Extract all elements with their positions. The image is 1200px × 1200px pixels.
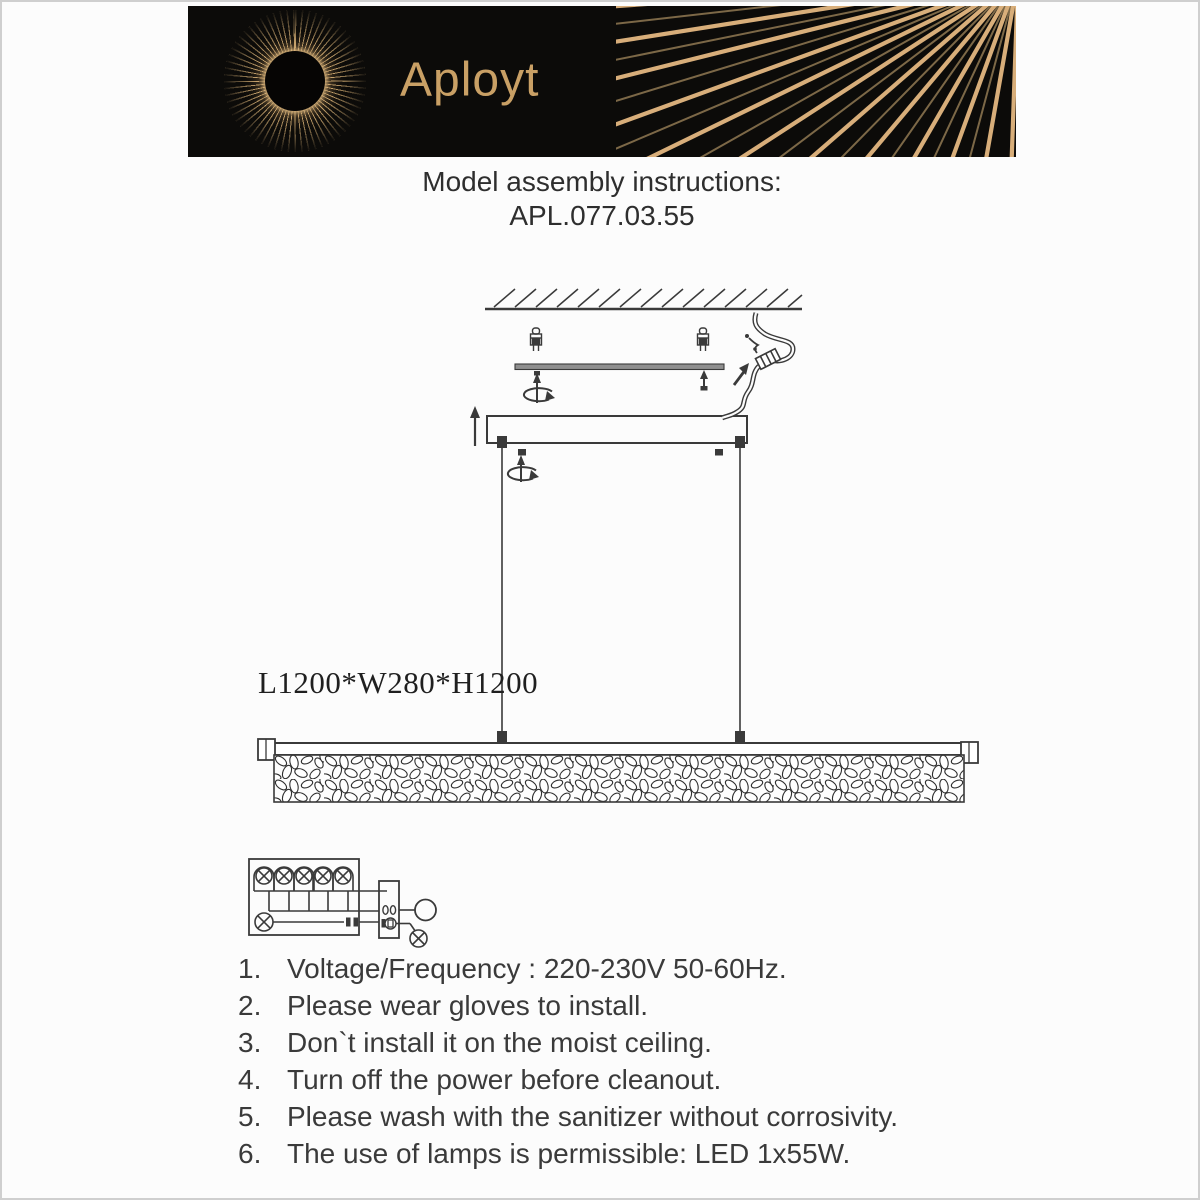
item-number: 5. bbox=[238, 1101, 262, 1132]
item-number: 2. bbox=[238, 990, 262, 1021]
item-text: Please wear gloves to install. bbox=[287, 990, 649, 1021]
cable-gripper bbox=[497, 731, 507, 743]
item-number: 6. bbox=[238, 1138, 262, 1169]
list-item bbox=[238, 1061, 998, 1098]
list-item bbox=[238, 987, 998, 1024]
dimension-label: L1200*W280*H1200 bbox=[258, 665, 539, 700]
rotate-icon bbox=[524, 388, 555, 401]
lamp-symbol bbox=[294, 867, 314, 891]
cable-gripper bbox=[497, 436, 507, 448]
lamp-symbol bbox=[274, 867, 294, 891]
item-number: 1. bbox=[238, 953, 262, 984]
instruction-list bbox=[238, 950, 998, 1172]
page-title: Model assembly instructions: bbox=[422, 166, 782, 197]
list-item bbox=[238, 1024, 998, 1061]
assembly-diagram bbox=[232, 272, 1012, 832]
item-text: The use of lamps is permissible: LED 1x55W. bbox=[287, 1138, 851, 1169]
item-text: Please wash with the sanitizer without corrosivity. bbox=[287, 1101, 899, 1132]
cable-gripper bbox=[735, 731, 745, 743]
lamp-symbol bbox=[255, 913, 273, 931]
screw-icon bbox=[533, 371, 541, 403]
screw-head bbox=[518, 449, 526, 456]
driver-box bbox=[379, 881, 399, 938]
mounting-bracket bbox=[515, 364, 724, 370]
loop-symbol bbox=[415, 900, 436, 921]
model-number: APL.077.03.55 bbox=[509, 200, 695, 231]
wiring-lines bbox=[254, 891, 387, 911]
terminal bbox=[354, 918, 359, 927]
lamp-symbol bbox=[254, 867, 274, 891]
item-text: Voltage/Frequency : 220-230V 50-60Hz. bbox=[287, 953, 787, 984]
item-text: Don`t install it on the moist ceiling. bbox=[287, 1027, 712, 1058]
up-arrow-icon bbox=[470, 406, 480, 446]
list-item bbox=[238, 950, 998, 987]
crystal-texture bbox=[274, 755, 964, 802]
lamp-symbol bbox=[410, 930, 427, 947]
list-item bbox=[238, 1135, 998, 1172]
screw-icon bbox=[700, 370, 708, 391]
screw-head bbox=[715, 449, 723, 456]
item-number: 4. bbox=[238, 1064, 262, 1095]
item-number: 3. bbox=[238, 1027, 262, 1058]
brand-name: Aployt bbox=[400, 52, 540, 106]
terminal bbox=[346, 918, 351, 927]
header-banner bbox=[188, 6, 1016, 157]
sunburst-logo-icon bbox=[224, 10, 366, 152]
rotate-icon bbox=[508, 455, 539, 482]
item-text: Turn off the power before cleanout. bbox=[287, 1064, 722, 1095]
ceiling-hatch bbox=[485, 289, 802, 309]
title-block bbox=[2, 165, 1200, 233]
lamp-symbol bbox=[313, 867, 333, 891]
direction-arrow-icon bbox=[734, 363, 749, 385]
wall-anchor-icon bbox=[531, 328, 542, 351]
list-item bbox=[238, 1098, 998, 1135]
wall-anchor-icon bbox=[698, 328, 709, 351]
power-wire bbox=[722, 313, 793, 418]
wire-connector bbox=[755, 349, 780, 370]
decorative-rays-icon bbox=[616, 6, 1016, 157]
ceiling-canopy bbox=[487, 416, 747, 443]
cable-gripper bbox=[735, 436, 745, 448]
fixture-bar bbox=[258, 739, 978, 802]
lamp-symbol bbox=[333, 867, 353, 891]
